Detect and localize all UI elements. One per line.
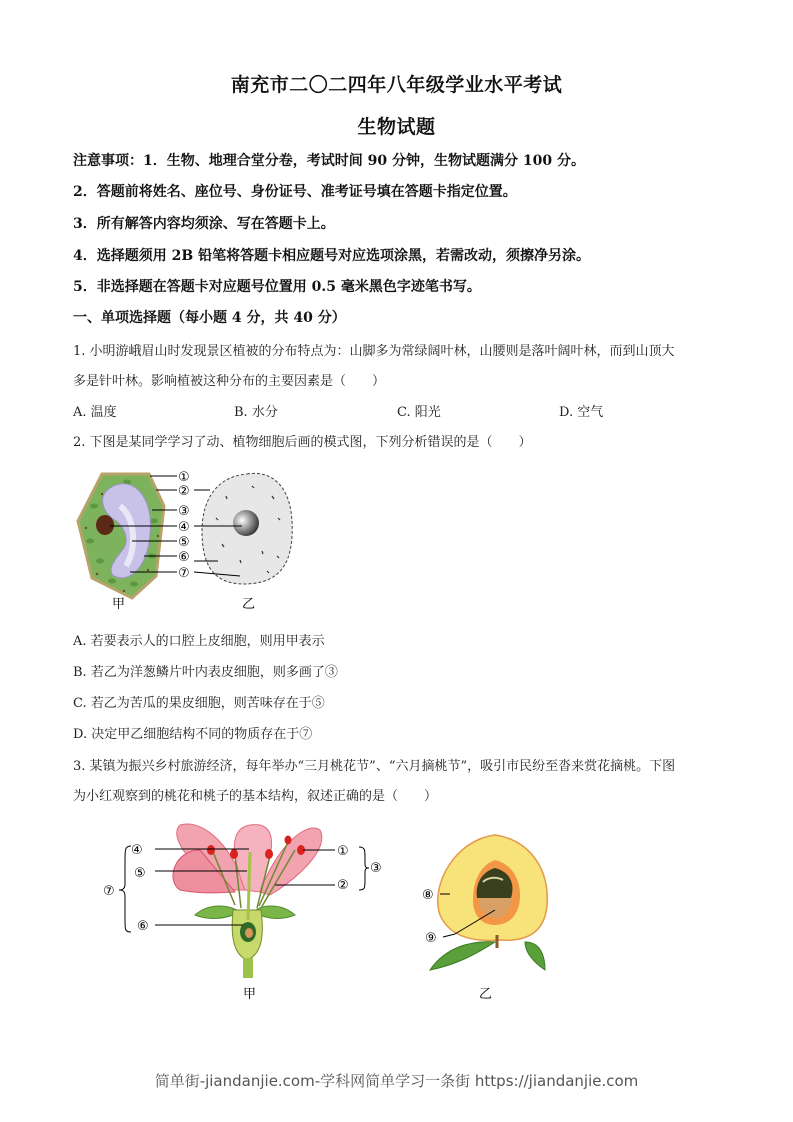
question-2-option-c: C. 若乙为苦瓜的果皮细胞，则苦味存在于⑤: [73, 696, 325, 711]
notice-line: 3．所有解答内容均须涂、写在答题卡上。: [73, 216, 335, 232]
footer-watermark: 简单街-jiandanjie.com-学科网简单学习一条街 https://jiandanjie.com: [154, 1072, 639, 1090]
label-1: ①: [178, 470, 190, 485]
notice-line: 4．选择题须用 2B 铅笔将答题卡相应题号对应选项涂黑，若需改动，须擦净另涂。: [73, 248, 591, 264]
flower-label-4: ④: [131, 843, 143, 858]
peach-diagram: [415, 830, 565, 1005]
caption-yi: 乙: [479, 987, 493, 1002]
label-6: ⑥: [178, 550, 190, 565]
notice-line: 5．非选择题在答题卡对应题号位置用 0.5 毫米黑色字迹笔书写。: [73, 279, 481, 295]
question-2-option-d: D. 决定甲乙细胞结构不同的物质存在于⑦: [73, 727, 313, 742]
flower-diagram-svg: [95, 820, 395, 1005]
question-2-option-b: B. 若乙为洋葱鳞片叶内表皮细胞，则多画了③: [73, 665, 338, 680]
subject-title: 生物试题: [357, 116, 436, 138]
flower-diagram: [95, 820, 395, 1005]
flower-label-1: ①: [337, 844, 349, 859]
fruit-label-8: ⑧: [422, 888, 434, 903]
question-1-option-c: C. 阳光: [397, 405, 441, 420]
label-2: ②: [178, 484, 190, 499]
cell-diagram: [72, 466, 302, 616]
notice-line: 注意事项：1．生物、地理合堂分卷，考试时间 90 分钟，生物试题满分 100 分。: [73, 153, 585, 169]
flower-label-2: ②: [337, 878, 349, 893]
label-3: ③: [178, 504, 190, 519]
fruit-label-9: ⑨: [425, 931, 437, 946]
caption-yi: 乙: [242, 597, 256, 612]
notice-line: 2．答题前将姓名、座位号、身份证号、准考证号填在答题卡指定位置。: [73, 184, 517, 200]
caption-jia: 甲: [243, 987, 257, 1002]
caption-jia: 甲: [112, 597, 126, 612]
flower-label-6: ⑥: [137, 919, 149, 934]
label-5: ⑤: [178, 535, 190, 550]
section-heading: 一、单项选择题（每小题 4 分，共 40 分）: [73, 310, 346, 326]
cell-diagram-svg: [72, 466, 302, 616]
question-1-option-a: A. 温度: [73, 405, 117, 420]
question-1-option-b: B. 水分: [234, 405, 278, 420]
question-1-stem-line-2: 多是针叶林。影响植被这种分布的主要因素是（ ）: [73, 374, 386, 389]
question-3-stem-line-2: 为小红观察到的桃花和桃子的基本结构，叙述正确的是（ ）: [73, 789, 438, 804]
exam-title: 南充市二〇二四年八年级学业水平考试: [230, 74, 563, 96]
label-4: ④: [178, 520, 190, 535]
flower-label-7: ⑦: [103, 884, 115, 899]
question-1-stem-line-1: 1. 小明游峨眉山时发现景区植被的分布特点为：山脚多为常绿阔叶林，山腰则是落叶阔叶林，而到山顶大: [73, 344, 675, 359]
flower-label-3: ③: [370, 861, 382, 876]
question-3-stem-line-1: 3. 某镇为振兴乡村旅游经济，每年举办“三月桃花节”、“六月摘桃节”，吸引市民纷至沓来赏花摘桃。下图: [73, 759, 676, 774]
question-2-option-a: A. 若要表示人的口腔上皮细胞，则用甲表示: [73, 634, 325, 649]
question-2-stem: 2. 下图是某同学学习了动、植物细胞后画的模式图，下列分析错误的是（ ）: [73, 435, 532, 450]
label-7: ⑦: [178, 566, 190, 581]
question-1-option-d: D. 空气: [559, 405, 604, 420]
peach-diagram-svg: [415, 830, 565, 1005]
flower-label-5: ⑤: [134, 866, 146, 881]
